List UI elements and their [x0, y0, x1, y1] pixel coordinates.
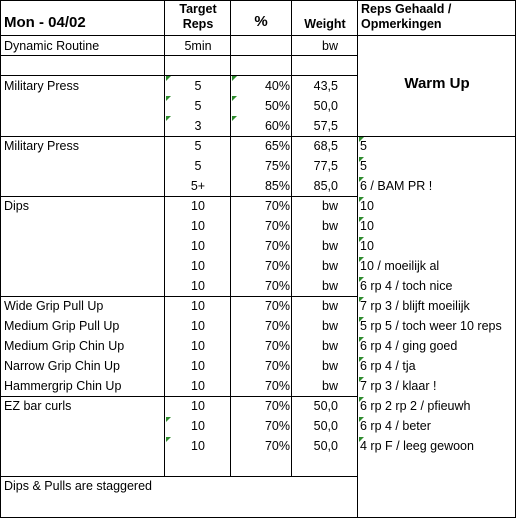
header-target-reps-bottom: Reps: [182, 17, 214, 31]
exercise-cell[interactable]: Medium Grip Pull Up: [4, 319, 120, 333]
notes-cell[interactable]: 4 rp F / leeg gewoon: [360, 439, 474, 453]
grid-line: [0, 75, 357, 76]
cell-comment-marker: [359, 237, 364, 242]
percent-cell[interactable]: 65%: [264, 139, 290, 153]
exercise-cell[interactable]: Dynamic Routine: [4, 39, 100, 53]
cell-comment-marker: [359, 317, 364, 322]
weight-cell[interactable]: bw: [322, 279, 338, 293]
target-reps-cell[interactable]: 10: [191, 299, 205, 313]
notes-cell[interactable]: 7 rp 3 / klaar !: [360, 379, 437, 393]
weight-cell[interactable]: bw: [322, 39, 338, 53]
cell-comment-marker: [359, 377, 364, 382]
cell-comment-marker: [359, 397, 364, 402]
weight-cell[interactable]: 50,0: [313, 399, 338, 413]
notes-cell[interactable]: 7 rp 3 / blijft moeilijk: [360, 299, 470, 313]
notes-cell[interactable]: 6 rp 4 / beter: [360, 419, 431, 433]
notes-cell[interactable]: 10: [360, 219, 374, 233]
grid-line: [0, 136, 516, 137]
cell-comment-marker: [359, 177, 364, 182]
target-reps-cell[interactable]: 10: [191, 359, 205, 373]
percent-cell[interactable]: 85%: [264, 179, 290, 193]
notes-cell[interactable]: 10: [360, 239, 374, 253]
percent-cell[interactable]: 70%: [264, 259, 290, 273]
target-reps-cell[interactable]: 10: [191, 399, 205, 413]
exercise-cell[interactable]: Hammergrip Chin Up: [4, 379, 122, 393]
percent-cell[interactable]: 70%: [264, 199, 290, 213]
cell-comment-marker: [359, 297, 364, 302]
target-reps-cell[interactable]: 10: [191, 219, 205, 233]
grid-line: [164, 0, 165, 476]
target-reps-cell[interactable]: 5: [194, 139, 202, 153]
weight-cell[interactable]: bw: [322, 239, 338, 253]
cell-comment-marker: [166, 96, 171, 101]
cell-comment-marker: [166, 116, 171, 121]
percent-cell[interactable]: 70%: [264, 439, 290, 453]
percent-cell[interactable]: 70%: [264, 219, 290, 233]
notes-cell[interactable]: 6 rp 4 / toch nice: [360, 279, 453, 293]
notes-cell[interactable]: 6 rp 2 rp 2 / pfieuwh: [360, 399, 471, 413]
header-notes-top: Reps Gehaald /: [361, 2, 452, 16]
weight-cell[interactable]: bw: [322, 219, 338, 233]
notes-cell[interactable]: 6 / BAM PR !: [360, 179, 433, 193]
grid-line-thin: [0, 55, 357, 56]
percent-cell[interactable]: 70%: [264, 239, 290, 253]
grid-line: [0, 196, 357, 197]
grid-line: [0, 296, 357, 297]
grid-line: [291, 0, 292, 476]
target-reps-cell[interactable]: 10: [191, 339, 205, 353]
notes-cell[interactable]: 5: [360, 159, 367, 173]
target-reps-cell[interactable]: 5: [194, 99, 202, 113]
weight-cell[interactable]: 50,0: [313, 419, 338, 433]
weight-cell[interactable]: bw: [322, 359, 338, 373]
warmup-label: Warm Up: [404, 75, 470, 92]
target-reps-cell[interactable]: 5: [194, 159, 202, 173]
weight-cell[interactable]: 77,5: [313, 159, 338, 173]
target-reps-cell[interactable]: 10: [191, 379, 205, 393]
cell-comment-marker: [359, 257, 364, 262]
target-reps-cell[interactable]: 10: [191, 239, 205, 253]
cell-comment-marker: [359, 217, 364, 222]
percent-cell[interactable]: 70%: [264, 359, 290, 373]
exercise-cell[interactable]: Dips & Pulls are staggered: [4, 479, 152, 493]
percent-cell[interactable]: 70%: [264, 279, 290, 293]
target-reps-cell[interactable]: 10: [191, 199, 205, 213]
cell-comment-marker: [232, 96, 237, 101]
header-target-reps-top: Target: [179, 2, 217, 16]
cell-comment-marker: [359, 417, 364, 422]
weight-cell[interactable]: 68,5: [313, 139, 338, 153]
cell-comment-marker: [359, 337, 364, 342]
notes-cell[interactable]: 5 rp 5 / toch weer 10 reps: [360, 319, 502, 333]
header-weight: Weight: [304, 17, 346, 31]
weight-cell[interactable]: 43,5: [313, 79, 338, 93]
cell-comment-marker: [359, 277, 364, 282]
weight-cell[interactable]: 50,0: [313, 99, 338, 113]
weight-cell[interactable]: 85,0: [313, 179, 338, 193]
notes-cell[interactable]: 10: [360, 199, 374, 213]
cell-comment-marker: [359, 437, 364, 442]
cell-comment-marker: [232, 116, 237, 121]
percent-cell[interactable]: 70%: [264, 419, 290, 433]
grid-line: [0, 476, 357, 477]
percent-cell[interactable]: 70%: [264, 299, 290, 313]
grid-line: [0, 0, 1, 518]
cell-comment-marker: [359, 157, 364, 162]
exercise-cell[interactable]: Military Press: [4, 79, 80, 93]
percent-cell[interactable]: 70%: [264, 319, 290, 333]
target-reps-cell[interactable]: 3: [194, 119, 202, 133]
weight-cell[interactable]: bw: [322, 299, 338, 313]
weight-cell[interactable]: bw: [322, 319, 338, 333]
notes-cell[interactable]: 10 / moeilijk al: [360, 259, 440, 273]
target-reps-cell[interactable]: 10: [191, 259, 205, 273]
target-reps-cell[interactable]: 5min: [184, 39, 212, 53]
header-percent: %: [254, 13, 268, 30]
notes-cell[interactable]: 6 rp 4 / tja: [360, 359, 416, 373]
target-reps-cell[interactable]: 10: [191, 439, 205, 453]
weight-cell[interactable]: bw: [322, 379, 338, 393]
exercise-cell[interactable]: Narrow Grip Chin Up: [4, 359, 121, 373]
grid-line: [230, 0, 231, 476]
cell-comment-marker: [359, 137, 364, 142]
cell-comment-marker: [166, 437, 171, 442]
notes-cell[interactable]: 6 rp 4 / ging goed: [360, 339, 458, 353]
weight-cell[interactable]: 50,0: [313, 439, 338, 453]
percent-cell[interactable]: 70%: [264, 339, 290, 353]
target-reps-cell[interactable]: 5: [194, 79, 202, 93]
weight-cell[interactable]: bw: [322, 339, 338, 353]
target-reps-cell[interactable]: 10: [191, 419, 205, 433]
exercise-cell[interactable]: Dips: [4, 199, 30, 213]
notes-cell[interactable]: 5: [360, 139, 367, 153]
grid-line: [357, 0, 358, 518]
target-reps-cell[interactable]: 5+: [190, 179, 206, 193]
grid-line: [0, 396, 357, 397]
exercise-cell[interactable]: Medium Grip Chin Up: [4, 339, 125, 353]
weight-cell[interactable]: 57,5: [313, 119, 338, 133]
percent-cell[interactable]: 50%: [264, 99, 290, 113]
exercise-cell[interactable]: Wide Grip Pull Up: [4, 299, 104, 313]
sheet-border: [0, 0, 516, 1]
sheet-title: Mon - 04/02: [4, 14, 86, 31]
target-reps-cell[interactable]: 10: [191, 279, 205, 293]
exercise-cell[interactable]: Military Press: [4, 139, 80, 153]
cell-comment-marker: [166, 76, 171, 81]
percent-cell[interactable]: 60%: [264, 119, 290, 133]
cell-comment-marker: [359, 197, 364, 202]
percent-cell[interactable]: 75%: [264, 159, 290, 173]
target-reps-cell[interactable]: 10: [191, 319, 205, 333]
percent-cell[interactable]: 70%: [264, 399, 290, 413]
cell-comment-marker: [166, 417, 171, 422]
cell-comment-marker: [359, 357, 364, 362]
header-notes-bottom: Opmerkingen: [361, 17, 442, 31]
exercise-cell[interactable]: EZ bar curls: [4, 399, 72, 413]
percent-cell[interactable]: 70%: [264, 379, 290, 393]
percent-cell[interactable]: 40%: [264, 79, 290, 93]
grid-line: [0, 35, 516, 36]
weight-cell[interactable]: bw: [322, 259, 338, 273]
weight-cell[interactable]: bw: [322, 199, 338, 213]
cell-comment-marker: [232, 76, 237, 81]
